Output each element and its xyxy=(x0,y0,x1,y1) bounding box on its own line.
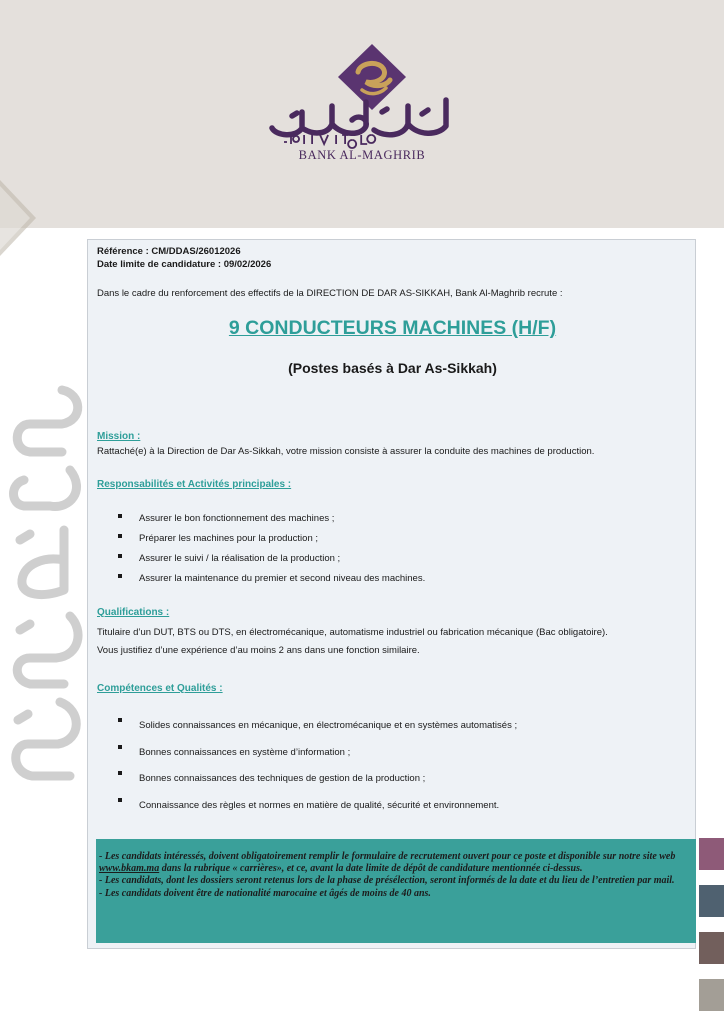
job-title: 9 CONDUCTEURS MACHINES (H/F) xyxy=(228,317,557,339)
list-item: Assurer le bon fonctionnement des machines ; xyxy=(118,509,425,529)
bank-logo xyxy=(262,40,462,170)
list-item: Bonnes connaissances en système d’information ; xyxy=(118,740,517,767)
list-item: Assurer le suivi / la réalisation de la production ; xyxy=(118,549,425,569)
application-notice xyxy=(96,839,696,943)
skills-list xyxy=(118,713,517,819)
qualifications-heading: Qualifications : xyxy=(97,607,170,618)
job-posting-card xyxy=(87,239,696,949)
intro-text: Dans le cadre du renforcement des effectifs de la DIRECTION DE DAR AS-SIKKAH, Bank Al-Maghrib recrute : xyxy=(97,288,563,299)
mission-text: Rattaché(e) à la Direction de Dar As-Sikkah, votre mission consiste à assurer la conduite des machines de production. xyxy=(97,446,595,457)
color-swatch xyxy=(699,885,724,917)
list-item: Bonnes connaissances des techniques de gestion de la production ; xyxy=(118,766,517,793)
left-chevron-decoration xyxy=(0,180,40,260)
list-item: Assurer la maintenance du premier et second niveau des machines. xyxy=(118,569,425,589)
mission-heading: Mission : xyxy=(97,431,141,442)
list-item: Connaissance des règles et normes en matière de qualité, sécurité et environnement. xyxy=(118,793,517,820)
color-swatch xyxy=(699,838,724,870)
notice-line-3: - Les candidats doivent être de nationalité marocaine et âgés de moins de 40 ans. xyxy=(99,887,431,899)
website-link[interactable]: www.bkam.ma xyxy=(99,863,160,875)
skills-heading: Compétences et Qualités : xyxy=(97,683,223,694)
list-item: Solides connaissances en mécanique, en électromécanique et en systèmes automatisés ; xyxy=(118,713,517,740)
color-swatch xyxy=(699,979,724,1011)
posting-meta xyxy=(97,246,271,271)
bank-name-latin: BANK AL-MAGHRIB xyxy=(298,148,426,162)
bank-logo-emblem-icon xyxy=(262,40,462,150)
qualifications-text xyxy=(97,624,691,660)
notice-line-1: - Les candidats intéressés, doivent obligatoirement remplir le formulaire de recrutement ouvert pour ce poste et disponible sur notre site web www.bkam.ma dans la rubrique « carrières», et ce, avant la date limite de dépôt de candidature mentionnée ci-dessus. xyxy=(99,851,676,875)
qualification-line: Vous justifiez d’une expérience d’au moins 2 ans dans une fonction similaire. xyxy=(97,645,420,656)
deadline-line: Date limite de candidature : 09/02/2026 xyxy=(97,258,272,270)
color-swatch xyxy=(699,932,724,964)
calligraphy-watermark-icon xyxy=(0,380,90,790)
notice-line-2: - Les candidats, dont les dossiers seront retenus lors de la phase de présélection, seront informés de la date et du lieu de l’entretien par mail. xyxy=(99,875,675,887)
job-subtitle: (Postes basés à Dar As-Sikkah) xyxy=(288,360,497,376)
responsibilities-list xyxy=(118,509,425,589)
list-item: Préparer les machines pour la production ; xyxy=(118,529,425,549)
qualification-line: Titulaire d’un DUT, BTS ou DTS, en électromécanique, automatisme industriel ou fabrication mécanique (Bac obligatoire). xyxy=(97,627,608,638)
reference-line: Référence : CM/DDAS/26012026 xyxy=(97,246,241,257)
responsibilities-heading: Responsabilités et Activités principales : xyxy=(97,479,292,490)
